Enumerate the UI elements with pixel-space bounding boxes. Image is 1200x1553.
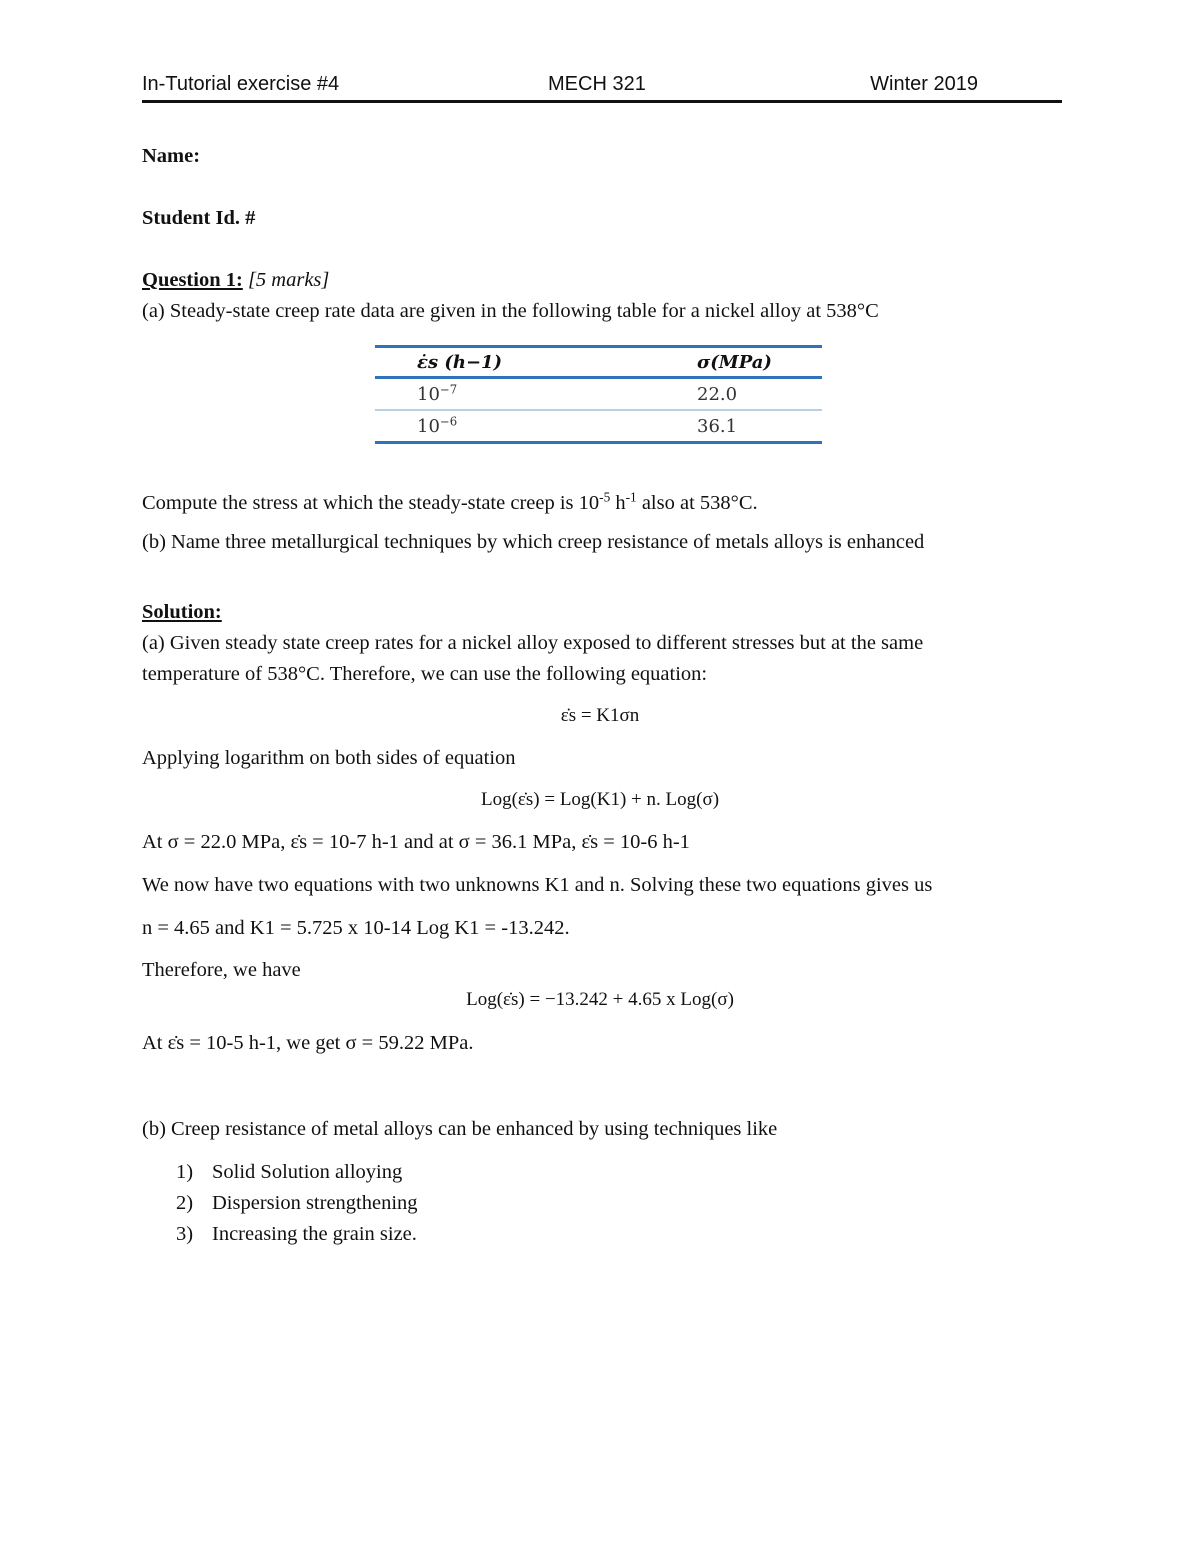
- solution-title: Solution:: [142, 601, 222, 623]
- header-left: In-Tutorial exercise #4: [142, 73, 340, 95]
- list-item-number: 2): [176, 1192, 194, 1214]
- question-part-a-intro: (a) Steady-state creep rate data are given in the following table for a nickel alloy at 538°C: [142, 300, 879, 322]
- list-item-number: 1): [176, 1161, 194, 1183]
- equation-creep-law: ε̇s = K1σn: [560, 705, 640, 726]
- table-cell-rate: $10^{-7}$: [417, 382, 458, 405]
- header-rule: [142, 100, 1062, 103]
- question-heading: [142, 268, 329, 293]
- list-item-text: Increasing the grain size.: [212, 1223, 417, 1245]
- table-cell-stress: 22.0: [697, 384, 738, 405]
- table-row: [375, 411, 822, 441]
- solution-part-b: (b) Creep resistance of metal alloys can be enhanced by using techniques like: [142, 1118, 778, 1140]
- name-label: Name:: [142, 145, 201, 167]
- solution-log-intro: Applying logarithm on both sides of equation: [142, 747, 516, 769]
- solution-given-values: At σ = 22.0 MPa, ε̇s = 10-7 h-1 and at σ = 36.1 MPa, ε̇s = 10-6 h-1: [142, 831, 690, 853]
- question-part-b: (b) Name three metallurgical techniques by which creep resistance of metals alloys is enhanced: [142, 531, 925, 553]
- table-header-row: [375, 348, 822, 376]
- solution-para-a-line1: (a) Given steady state creep rates for a nickel alloy exposed to different stresses but at the same: [142, 632, 924, 654]
- creep-data-table: [375, 345, 822, 444]
- solution-final-answer: At ε̇s = 10-5 h-1, we get σ = 59.22 MPa.: [142, 1032, 474, 1054]
- list-item-text: Solid Solution alloying: [212, 1161, 403, 1183]
- header-course: MECH 321: [548, 73, 646, 95]
- equation-fitted: Log(ε̇s) = −13.242 + 4.65 x Log(σ): [466, 989, 734, 1010]
- solution-two-equations: We now have two equations with two unknowns K1 and n. Solving these two equations gives us: [142, 874, 933, 896]
- table-row: [375, 379, 822, 409]
- student-id-label: Student Id. #: [142, 207, 256, 229]
- table-bottom-rule: [375, 441, 822, 444]
- page-header: [142, 73, 1062, 101]
- table-cell-rate: $10^{-6}$: [417, 414, 458, 437]
- list-item-text: Dispersion strengthening: [212, 1192, 418, 1214]
- question-part-a-task: Compute the stress at which the steady-state creep is $10^{-5}$ $h^{-1}$ also at 538°C.: [142, 489, 758, 514]
- solution-para-a-line2: temperature of 538°C. Therefore, we can use the following equation:: [142, 663, 708, 685]
- list-item-number: 3): [176, 1223, 194, 1245]
- solution-therefore: Therefore, we have: [142, 959, 301, 981]
- table-cell-stress: 36.1: [697, 416, 738, 437]
- question-title: Question 1:: [142, 269, 243, 291]
- table-header-stress: σ(MPa): [697, 352, 772, 373]
- table-header-rate: ε̇s (h−1): [417, 352, 503, 373]
- equation-log-form: Log(ε̇s) = Log(K1) + n. Log(σ): [480, 789, 720, 810]
- header-term: Winter 2019: [870, 73, 978, 95]
- question-marks: [5 marks]: [247, 269, 330, 291]
- solution-result-values: n = 4.65 and K1 = 5.725 x 10-14 Log K1 = -13.242.: [142, 917, 570, 939]
